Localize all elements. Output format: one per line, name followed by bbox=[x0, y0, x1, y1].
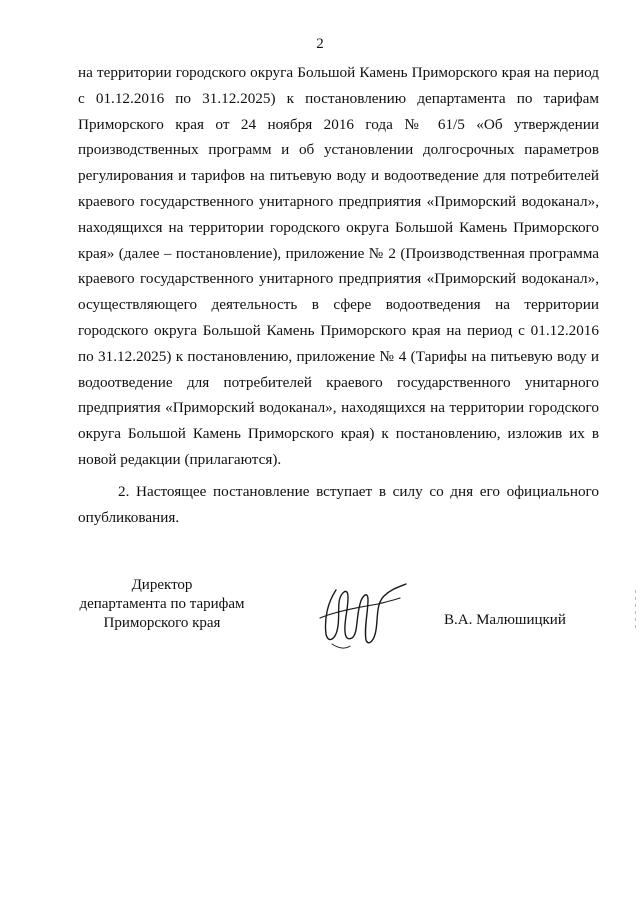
scan-edge-mark bbox=[634, 590, 637, 630]
signatory-title bbox=[76, 576, 248, 633]
handwritten-signature bbox=[314, 582, 410, 652]
page-number: 2 bbox=[316, 36, 324, 52]
paragraph-2: 2. Настоящее постановление вступает в силу со дня его официального опубликования. bbox=[78, 482, 599, 526]
signatory-title-line-2: департамента по тарифам bbox=[79, 596, 245, 612]
document-body bbox=[78, 60, 599, 530]
signatory-title-line-3: Приморского края bbox=[103, 615, 221, 631]
signatory-name: В.А. Малюшицкий bbox=[444, 612, 566, 628]
signatory-title-line-1: Директор bbox=[131, 577, 193, 593]
paragraph-1: на территории городского округа Большой Камень Приморского края на период с 01.12.2016 по 31.12.2025) к постановлению департамента по тарифам Приморского края от 24 ноября 2016 года № 61/5 «Об утверждении производственных программ и об установлении долгосрочных параметров регулирования и тарифов на питьевую воду и водоотведение для потребителей краевого государственного унитарного предприятия «Приморский водоканал», находящихся на территории городского округа Большой Камень Приморского края» (далее – постановление), приложение № 2 (Производственная программа краевого государственного унитарного предприятия «Приморский водоканал», осуществляющего деятельность в сфере водоотведения на территории городского округа Большой Камень Приморского края на период с 01.12.2016 по 31.12.2025) к постановлению, приложение № 4 (Тарифы на питьевую воду и водоотведение для потребителей краевого государственного унитарного предприятия «Приморский водоканал», находящихся на территории городского округа Большой Камень Приморского края) к постановлению, изложив их в новой редакции (прилагаются). bbox=[78, 64, 599, 468]
